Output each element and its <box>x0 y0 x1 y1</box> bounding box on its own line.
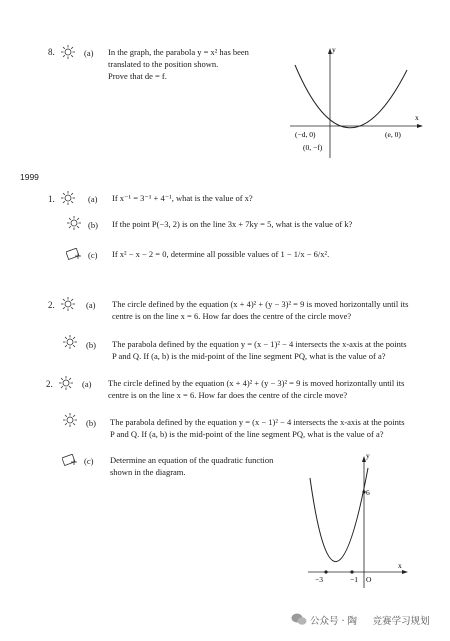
q2-part-a-text-line-2: centre is on the line x = 6. How far does the centre of the circle move? <box>112 311 352 321</box>
lightbulb-icon <box>62 413 78 427</box>
q8-right-root-label: (e, 0) <box>385 130 401 139</box>
q1-part-b-text: If the point P(−3, 2) is on the line 3x + 7ky = 5, what is the value of k? <box>112 219 353 229</box>
q2-part-a-text-line-1: The circle defined by the equation (x + 4)² + (y − 3)² = 9 is moved horizontally until its <box>112 299 409 309</box>
q8-parabola-graph <box>285 40 425 160</box>
q2-part-b-text-line-2: P and Q. If (a, b) is the mid-point of the line segment PQ, what is the value of a? <box>112 351 386 361</box>
q2c-root-point-left <box>324 570 327 573</box>
q1-part-a-text: If x⁻¹ = 3⁻¹ + 4⁻¹, what is the value of x? <box>112 193 253 203</box>
calculator-icon <box>66 248 82 260</box>
q2c-parabola-curve <box>310 468 368 562</box>
q2c-x-tick-minus-1: −1 <box>350 575 358 584</box>
q2-part-a-label: (a) <box>86 300 96 310</box>
q8-text-line-2: translated to the position shown. <box>108 59 219 69</box>
q1-part-c-text: If x² − x − 2 = 0, determine all possible values of 1 − 1/x − 6/x². <box>112 249 330 259</box>
watermark-text: 公众号 · 陶 竞赛学习规划 <box>310 616 430 627</box>
q2c-x-label: x <box>398 561 402 570</box>
lightbulb-icon <box>62 335 78 349</box>
question-8-number: 8. <box>48 47 55 57</box>
q2c-root-point-right <box>350 570 353 573</box>
q2b-part-c-label: (c) <box>84 456 94 466</box>
q2c-parabola-graph <box>300 450 410 590</box>
q2c-y-label: y <box>366 451 370 460</box>
lightbulb-icon <box>60 297 76 311</box>
q1-part-b-label: (b) <box>88 220 98 230</box>
lightbulb-icon <box>60 191 76 205</box>
lightbulb-icon <box>60 45 76 59</box>
q2b-part-c-text-line-2: shown in the diagram. <box>110 467 186 477</box>
question-2-number: 2. <box>48 300 55 310</box>
q1-part-a-label: (a) <box>88 194 98 204</box>
q2b-part-c-text-line-1: Determine an equation of the quadratic function <box>110 455 274 465</box>
q8-text-line-3: Prove that de = f. <box>108 71 167 81</box>
q8-parabola-curve <box>295 65 407 128</box>
q2c-x-tick-minus-3: −3 <box>315 575 323 584</box>
wechat-icon <box>291 612 307 626</box>
lightbulb-icon <box>66 216 82 230</box>
q2b-part-a-label: (a) <box>82 379 92 389</box>
q1-part-c-label: (c) <box>88 250 98 260</box>
q8-x-label: x <box>415 113 419 122</box>
q8-y-intercept-label: (0, −f) <box>303 143 323 152</box>
q8-part-a-label: (a) <box>84 48 94 58</box>
q2c-y-tick-6: 6 <box>366 488 370 497</box>
q8-left-root-label: (−d, 0) <box>295 130 316 139</box>
q2c-origin-label: O <box>366 575 372 584</box>
q8-y-label: y <box>332 45 336 54</box>
q2-part-b-label: (b) <box>86 340 96 350</box>
question-2-number: 2. <box>46 379 53 389</box>
year-heading: 1999 <box>20 172 39 182</box>
q2b-part-a-text-line-2: centre is on the line x = 6. How far does the centre of the circle move? <box>108 390 348 400</box>
q2-part-b-text-line-1: The parabola defined by the equation y = (x − 1)² − 4 intersects the x-axis at the points <box>112 339 407 349</box>
q8-text-line-1: In the graph, the parabola y = x² has been <box>108 47 249 57</box>
lightbulb-icon <box>58 376 74 390</box>
question-1-number: 1. <box>48 194 55 204</box>
q2b-part-b-text-line-2: P and Q. If (a, b) is the mid-point of the line segment PQ, what is the value of a? <box>110 429 384 439</box>
q2b-part-a-text-line-1: The circle defined by the equation (x + 4)² + (y − 3)² = 9 is moved horizontally until its <box>108 378 405 388</box>
q2b-part-b-text-line-1: The parabola defined by the equation y = (x − 1)² − 4 intersects the x-axis at the points <box>110 417 405 427</box>
q2b-part-b-label: (b) <box>86 418 96 428</box>
calculator-icon <box>62 454 78 466</box>
